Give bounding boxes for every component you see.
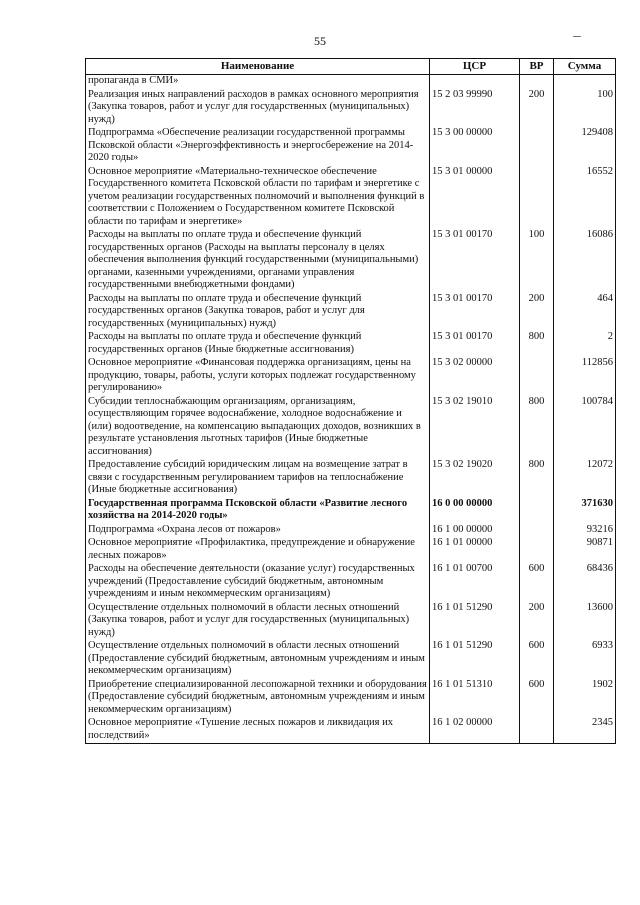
- row-name: Осуществление отдельных полномочий в области лесных отношений (Предоставление субсидий бюджетным, автономным учреждениям и иным некоммерческим организациям): [86, 640, 430, 679]
- row-vr: 100: [520, 229, 554, 293]
- row-name: пропаганда в СМИ»: [86, 75, 430, 89]
- row-csr: [430, 75, 520, 89]
- row-sum: 16086: [554, 229, 616, 293]
- row-vr: 800: [520, 459, 554, 498]
- table-row: [86, 602, 616, 641]
- row-name: Субсидии теплоснабжающим организациям, организациям, осуществляющим горячее водоснабжение, холодное водоснабжение и (или) водоотведение, на компенсацию выпадающих доходов, возникших в результате установления льготных тарифов (Иные бюджетные ассигнования): [86, 396, 430, 460]
- row-sum: 1902: [554, 679, 616, 718]
- row-csr: 16 1 02 00000: [430, 717, 520, 744]
- row-name: Подпрограмма «Охрана лесов от пожаров»: [86, 524, 430, 538]
- table-row: [86, 679, 616, 718]
- row-csr: 16 1 00 00000: [430, 524, 520, 538]
- row-sum: 68436: [554, 563, 616, 602]
- header-sum: Сумма: [554, 59, 616, 75]
- row-vr: [520, 75, 554, 89]
- row-csr: 16 1 01 00000: [430, 537, 520, 563]
- table-body: [86, 75, 616, 744]
- table-row: [86, 459, 616, 498]
- row-name: Основное мероприятие «Материально-техническое обеспечение Государственного комитета Псковской области по тарифам и энергетике с учетом реализации государственных полномочий и выполнения функций в соответствии с Положением о Государственном комитете Псковской области по тарифам и энергетике»: [86, 166, 430, 230]
- table-row: [86, 331, 616, 357]
- table-row: [86, 717, 616, 744]
- table-row: [86, 89, 616, 128]
- row-sum: 371630: [554, 498, 616, 524]
- row-name: Государственная программа Псковской области «Развитие лесного хозяйства на 2014-2020 годы»: [86, 498, 430, 524]
- row-vr: 800: [520, 396, 554, 460]
- row-csr: 15 3 00 00000: [430, 127, 520, 166]
- table-row: [86, 229, 616, 293]
- row-sum: 2: [554, 331, 616, 357]
- row-csr: 15 3 01 00170: [430, 331, 520, 357]
- row-name: Основное мероприятие «Профилактика, предупреждение и обнаружение лесных пожаров»: [86, 537, 430, 563]
- row-name: Расходы на выплаты по оплате труда и обеспечение функций государственных органов (Расходы на выплаты персоналу в целях обеспечения выполнения функций государственными (муниципальными) органами, казенными учреждениями, органами управления государственными внебюджетными фондами): [86, 229, 430, 293]
- scan-mark: [573, 36, 581, 37]
- row-csr: 16 1 01 00700: [430, 563, 520, 602]
- row-sum: 16552: [554, 166, 616, 230]
- row-csr: 15 2 03 99990: [430, 89, 520, 128]
- header-name: Наименование: [86, 59, 430, 75]
- row-sum: 464: [554, 293, 616, 332]
- row-vr: 800: [520, 331, 554, 357]
- table-row-program: [86, 498, 616, 524]
- row-sum: 93216: [554, 524, 616, 538]
- row-vr: 600: [520, 640, 554, 679]
- row-name: Предоставление субсидий юридическим лицам на возмещение затрат в связи с государственным регулированием тарифов на теплоснабжение (Иные бюджетные ассигнования): [86, 459, 430, 498]
- page-number: 55: [314, 34, 326, 48]
- row-csr: 15 3 01 00170: [430, 293, 520, 332]
- row-vr: [520, 498, 554, 524]
- table-header-row: [86, 59, 616, 75]
- row-csr: 16 1 01 51310: [430, 679, 520, 718]
- row-name: Основное мероприятие «Финансовая поддержка организациям, цены на продукцию, товары, работы, услуги которых подлежат государственному регулированию»: [86, 357, 430, 396]
- row-name: Расходы на выплаты по оплате труда и обеспечение функций государственных органов (Иные бюджетные ассигнования): [86, 331, 430, 357]
- table-row: [86, 293, 616, 332]
- header-csr: ЦСР: [430, 59, 520, 75]
- row-vr: [520, 357, 554, 396]
- row-sum: 6933: [554, 640, 616, 679]
- row-csr: 16 0 00 00000: [430, 498, 520, 524]
- row-vr: 600: [520, 679, 554, 718]
- table-row: [86, 396, 616, 460]
- row-vr: [520, 166, 554, 230]
- row-csr: 16 1 01 51290: [430, 602, 520, 641]
- table-row: [86, 127, 616, 166]
- row-vr: 200: [520, 602, 554, 641]
- row-sum: 12072: [554, 459, 616, 498]
- table-row: [86, 640, 616, 679]
- table-row: [86, 524, 616, 538]
- row-name: Основное мероприятие «Тушение лесных пожаров и ликвидация их последствий»: [86, 717, 430, 744]
- table-row: [86, 166, 616, 230]
- table-row: [86, 563, 616, 602]
- row-vr: 200: [520, 293, 554, 332]
- row-csr: 15 3 02 19020: [430, 459, 520, 498]
- row-vr: [520, 524, 554, 538]
- row-vr: [520, 717, 554, 744]
- row-csr: 15 3 01 00000: [430, 166, 520, 230]
- table-row: [86, 537, 616, 563]
- row-sum: 129408: [554, 127, 616, 166]
- row-vr: 600: [520, 563, 554, 602]
- row-vr: [520, 127, 554, 166]
- row-sum: 100784: [554, 396, 616, 460]
- row-sum: 90871: [554, 537, 616, 563]
- header-vr: ВР: [520, 59, 554, 75]
- row-sum: 2345: [554, 717, 616, 744]
- row-sum: 13600: [554, 602, 616, 641]
- row-sum: 112856: [554, 357, 616, 396]
- row-csr: 15 3 01 00170: [430, 229, 520, 293]
- row-name: Расходы на выплаты по оплате труда и обеспечение функций государственных органов (Закупка товаров, работ и услуг для государственных (муниципальных) нужд): [86, 293, 430, 332]
- row-vr: 200: [520, 89, 554, 128]
- row-csr: 16 1 01 51290: [430, 640, 520, 679]
- row-name: Приобретение специализированной лесопожарной техники и оборудования (Предоставление субсидий бюджетным, автономным учреждениям и иным некоммерческим организациям): [86, 679, 430, 718]
- row-name: Осуществление отдельных полномочий в области лесных отношений (Закупка товаров, работ и услуг для государственных (муниципальных) нужд): [86, 602, 430, 641]
- row-name: Подпрограмма «Обеспечение реализации государственной программы Псковской области «Энергоэффективность и энергосбережение на 2014-2020 годы»: [86, 127, 430, 166]
- row-vr: [520, 537, 554, 563]
- budget-table: [85, 58, 616, 744]
- row-csr: 15 3 02 00000: [430, 357, 520, 396]
- row-csr: 15 3 02 19010: [430, 396, 520, 460]
- table-row: [86, 357, 616, 396]
- row-name: Расходы на обеспечение деятельности (оказание услуг) государственных учреждений (Предоставление субсидий бюджетным, автономным учреждениям и иным некоммерческим организациям): [86, 563, 430, 602]
- row-sum: [554, 75, 616, 89]
- table-row: [86, 75, 616, 89]
- row-name: Реализация иных направлений расходов в рамках основного мероприятия (Закупка товаров, работ и услуг для государственных (муниципальных) нужд): [86, 89, 430, 128]
- row-sum: 100: [554, 89, 616, 128]
